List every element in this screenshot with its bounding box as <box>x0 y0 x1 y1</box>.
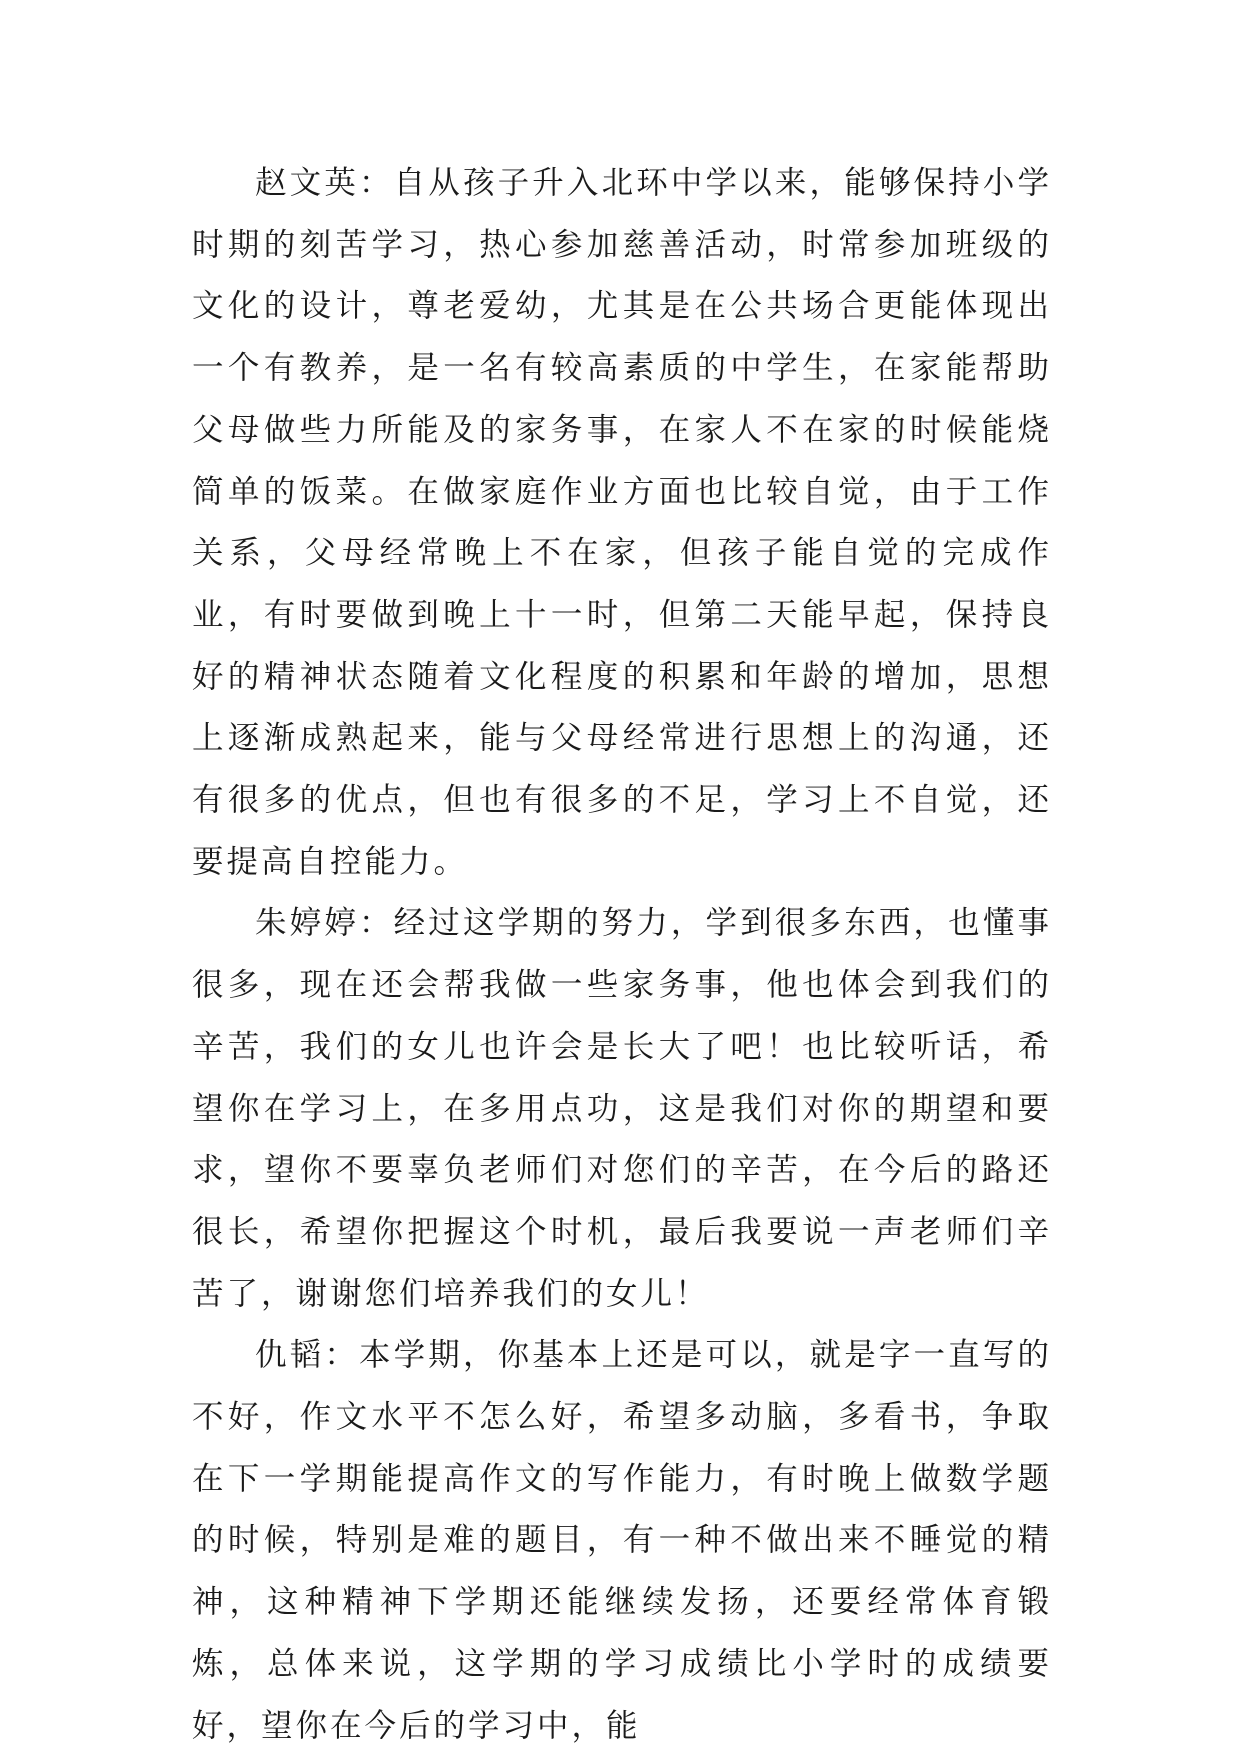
document-body <box>192 153 1052 1757</box>
paragraph-qiu-tao: 仇韬：本学期，你基本上还是可以，就是字一直写的不好，作文水平不怎么好，希望多动脑，多看书，争取在下一学期能提高作文的写作能力，有时晚上做数学题的时候，特别是难的题目，有一种不做出来不睡觉的精神，这种精神下学期还能继续发扬，还要经常体育锻炼，总体来说，这学期的学习成绩比小学时的成绩要好，望你在今后的学习中，能 <box>192 1337 1052 1744</box>
paragraph-zhu-tingting: 朱婷婷：经过这学期的努力，学到很多东西，也懂事很多，现在还会帮我做一些家务事，他也体会到我们的辛苦，我们的女儿也许会是长大了吧！也比较听话，希望你在学习上，在多用点功，这是我们对你的期望和要求，望你不要辜负老师们对您们的辛苦，在今后的路还很长，希望你把握这个时机，最后我要说一声老师们辛苦了，谢谢您们培养我们的女儿！ <box>192 905 1052 1312</box>
paragraph-zhao-wenying: 赵文英：自从孩子升入北环中学以来，能够保持小学时期的刻苦学习，热心参加慈善活动，时常参加班级的文化的设计，尊老爱幼，尤其是在公共场合更能体现出一个有教养，是一名有较高素质的中学生，在家能帮助父母做些力所能及的家务事，在家人不在家的时候能烧简单的饭菜。在做家庭作业方面也比较自觉，由于工作关系，父母经常晚上不在家，但孩子能自觉的完成作业，有时要做到晚上十一时，但第二天能早起，保持良好的精神状态随着文化程度的积累和年龄的增加，思想上逐渐成熟起来，能与父母经常进行思想上的沟通，还有很多的优点，但也有很多的不足，学习上不自觉，还要提高自控能力。 <box>192 165 1052 880</box>
